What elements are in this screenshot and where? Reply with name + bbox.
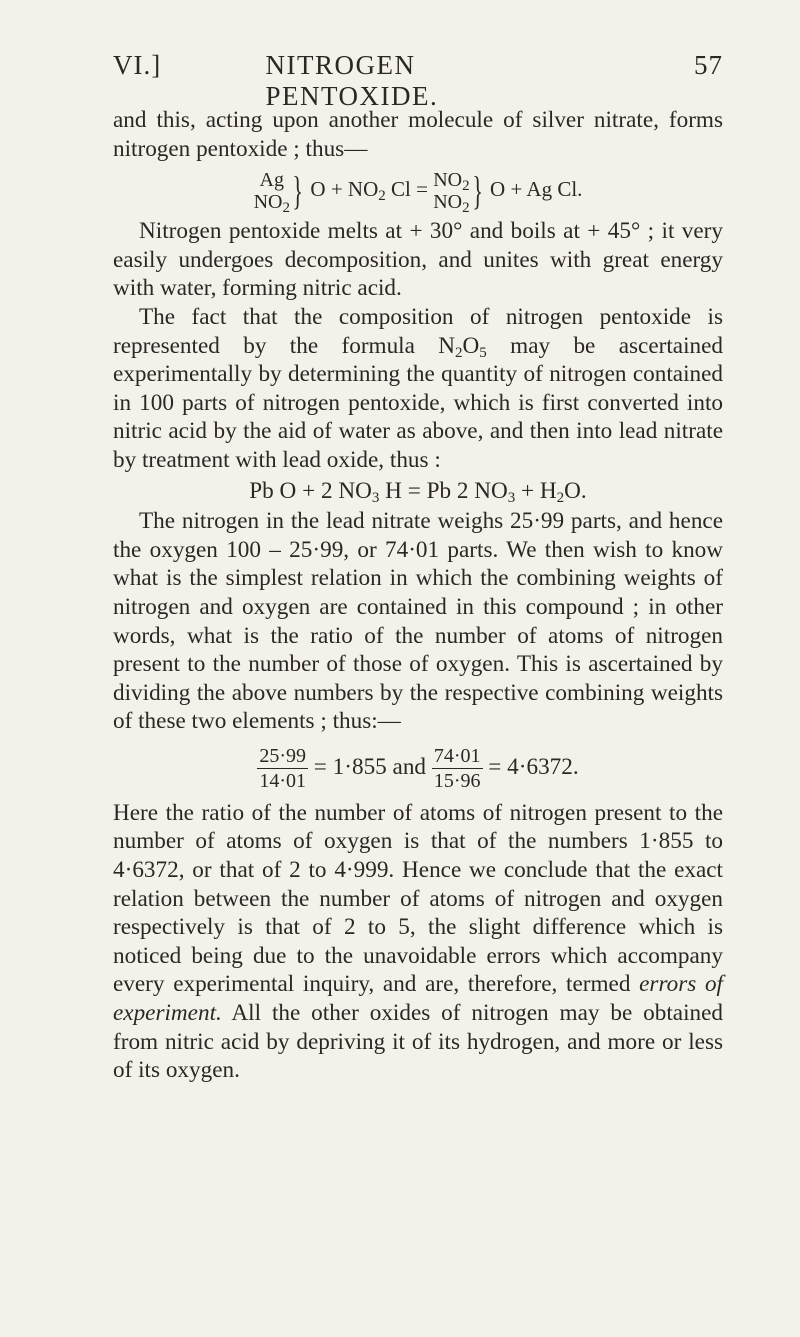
equation-ratios: $\frac{25\cdot 99}{14\cdot 01}$ = 1·855 and $\frac{74\cdot 01}{15\cdot 96}$ = 4·6372.: [259, 744, 579, 792]
paragraph-1: and this, acting upon another molecule of silver nitrate, forms nitrogen pentoxide ; thus—: [113, 107, 723, 162]
formula-left-group: Ag $NO_2$: [253, 169, 290, 217]
paragraph-5: Here the ratio of the number of atoms of nitrogen present to the number of atoms of oxygen is that of the numbers 1·855 to 4·6372, or that of 2 to 4·999. Hence we conclude that the exact relation between the number of atoms of nitrogen and oxygen respectively is that of 2 to 5, the slight difference which is noticed being due to the unavoidable errors which accompany every experimental inquiry, and are, therefore, termed errors of experiment. All the other oxides of nitrogen may be obtained from nitric acid by depriving it of its hydrogen, and more or less of its oxygen.: [113, 799, 723, 1084]
brace-symbol: }: [292, 168, 303, 214]
running-header: [113, 50, 723, 111]
brace-symbol: }: [471, 168, 483, 214]
equation-lead-nitrate: Pb O + 2 $NO_3$ H = Pb 2 $NO_3 + H_2O$.: [249, 477, 587, 506]
fraction-nitrogen: $\frac{25\cdot 99}{14\cdot 01}$: [259, 744, 306, 792]
italic-term: errors of experiment.: [113, 971, 723, 1027]
chapter-marker: VI.]: [113, 50, 162, 80]
paragraph-4: The nitrogen in the lead nitrate weighs 25·99 parts, and hence the oxygen 100 – 25·99, or 74·01 parts. We then wish to know what is the simplest relation in which the combining weights of nitrogen and oxygen are contained in this compound ; in other words, what is the ratio of the number of atoms of nitrogen present to the number of those of oxygen. This is ascertained by dividing the above numbers by the respective combining weights of these two elements ; thus:—: [113, 508, 723, 735]
formula-right-group: $NO_2$ $NO_2$: [433, 169, 470, 217]
fraction-oxygen: $\frac{74\cdot 01}{15\cdot 96}$: [433, 744, 481, 792]
paragraph-3: The fact that the composition of nitrogen pentoxide is represented by the formula $N_2O_5$ may be ascertained experimentally by determining the quantity of nitrogen contained in 100 parts of nitrogen pentoxide, which is first converted into nitric acid by the aid of water as above, and then into lead nitrate by treatment with lead oxide, thus :: [113, 303, 723, 473]
body-text: [113, 106, 723, 1085]
equation-silver-nitrate: Ag $NO_2$ } $O + NO_2$ Cl = $NO_2$ $NO_2$ } O + Ag Cl.: [253, 168, 583, 217]
page-number: 57: [694, 50, 723, 80]
paragraph-2: Nitrogen pentoxide melts at + 30° and boils at + 45° ; it very easily undergoes decomposition, and unites with great energy with water, forming nitric acid.: [113, 218, 723, 302]
page-title: NITROGEN PENTOXIDE.: [265, 50, 439, 111]
